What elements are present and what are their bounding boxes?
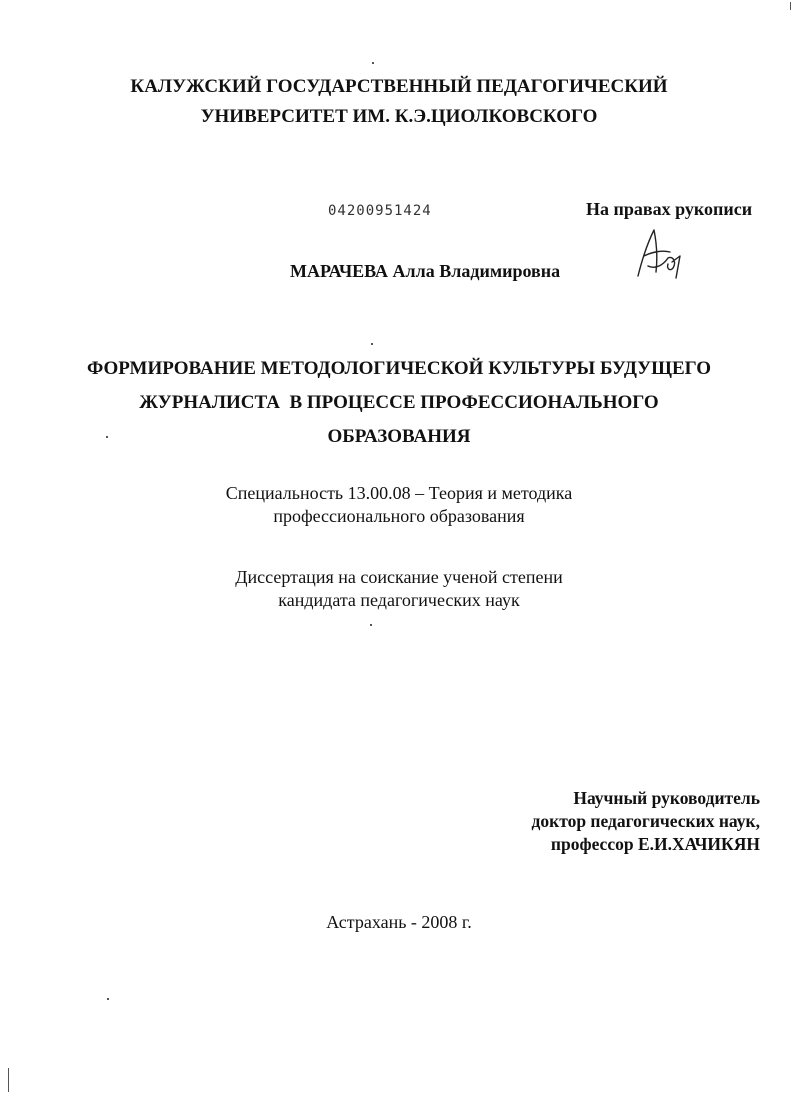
supervisor-line-2: доктор педагогических наук, [531,811,760,831]
degree-line-1: Диссертация на соискание ученой степени [235,567,563,587]
signature-icon [628,226,684,284]
scan-speck [372,62,374,64]
university-line-2: УНИВЕРСИТЕТ ИМ. К.Э.ЦИОЛКОВСКОГО [200,106,598,127]
specialty [0,482,798,528]
degree-statement [0,566,798,612]
degree-line-2: кандидата педагогических наук [278,590,520,610]
supervisor-line-1: Научный руководитель [573,788,760,808]
scan-speck [370,624,372,626]
university-name [0,72,798,132]
author-given-names: Алла Владимировна [392,261,561,281]
specialty-line-2: профессионального образования [273,506,525,526]
place-and-year: Астрахань - 2008 г. [326,912,472,932]
supervisor-block [420,787,760,856]
specialty-line-1: Специальность 13.00.08 – Теория и методика [225,483,573,503]
supervisor-line-3: профессор Е.И.ХАЧИКЯН [550,834,760,854]
university-line-1: КАЛУЖСКИЙ ГОСУДАРСТВЕННЫЙ ПЕДАГОГИЧЕСКИЙ [130,76,668,97]
scan-speck [106,436,108,438]
title-line-3: ОБРАЗОВАНИЯ [327,426,471,447]
scan-speck [8,1068,9,1092]
dissertation-title [0,352,798,454]
title-line-1: ФОРМИРОВАНИЕ МЕТОДОЛОГИЧЕСКОЙ КУЛЬТУРЫ БУДУЩЕГО [86,358,712,379]
scan-speck [790,2,791,10]
catalog-number: 04200951424 [328,203,432,219]
author-name [290,261,560,282]
title-line-2: ЖУРНАЛИСТА В ПРОЦЕССЕ ПРОФЕССИОНАЛЬНОГО [139,392,659,413]
scan-speck [371,343,373,345]
rights-note: На правах рукописи [586,199,753,219]
scan-speck [107,998,109,1000]
author-surname: МАРАЧЕВА [290,261,389,281]
